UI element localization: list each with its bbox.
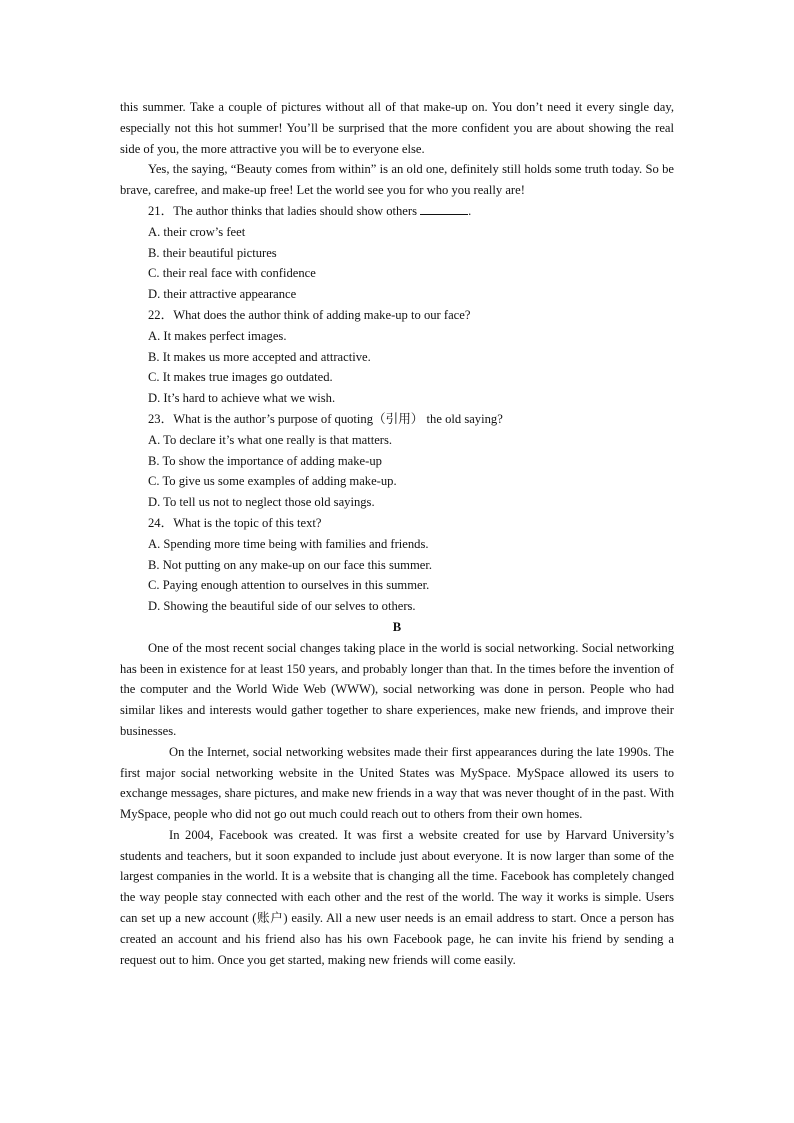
option-c: C. their real face with confidence bbox=[148, 266, 316, 281]
option-c: C. It makes true images go outdated. bbox=[148, 370, 333, 385]
passage-a-paragraph: this summer. Take a couple of pictures without all of that make-up on. You don’t need it every single day, especially not this hot summer! You’ll be surprised that the more confident you are about showing the real side of you, the more attractive you will be to everyone else. bbox=[120, 100, 674, 156]
question-number: 23． bbox=[148, 411, 174, 426]
question-24 bbox=[120, 513, 674, 617]
question-stem bbox=[120, 513, 674, 534]
question-number: 22． bbox=[148, 307, 174, 322]
option-a: A. their crow’s feet bbox=[148, 224, 246, 239]
question-21 bbox=[120, 201, 674, 305]
option-a: A. It makes perfect images. bbox=[148, 328, 287, 343]
answer-blank bbox=[420, 202, 468, 215]
question-22 bbox=[120, 305, 674, 409]
question-text: What is the topic of this text? bbox=[173, 515, 322, 530]
option-b: B. It makes us more accepted and attractive. bbox=[148, 349, 371, 364]
option-b: B. To show the importance of adding make-up bbox=[148, 453, 382, 468]
question-number: 21． bbox=[148, 203, 174, 218]
question-stem bbox=[120, 409, 674, 430]
question-number: 24． bbox=[148, 515, 174, 530]
document-page bbox=[120, 97, 674, 970]
option-a: A. Spending more time being with families and friends. bbox=[148, 536, 429, 551]
passage-b-paragraph: On the Internet, social networking websites made their first appearances during the late 1990s. The first major social networking website in the United States was MySpace. MySpace allowed its users to exchange messages, share pictures, and make new friends in a way that was never thought of in the past. With MySpace, people who did not go out much could reach out to others from their own homes. bbox=[120, 744, 674, 822]
option-d: D. Showing the beautiful side of our selves to others. bbox=[148, 599, 416, 614]
question-text: The author thinks that ladies should show others bbox=[173, 203, 417, 218]
passage-b-paragraph: One of the most recent social changes taking place in the world is social networking. Social networking has been in existence for at least 150 years, and probably longer than that. In the times before the invention of the computer and the World Wide Web (WWW), social networking was done in person. People who had similar likes and interests would gather together to share experiences, make new friends, and improve their businesses. bbox=[120, 640, 674, 738]
passage-b-paragraph: In 2004, Facebook was created. It was first a website created for use by Harvard University’s students and teachers, but it soon expanded to include just about everyone. It is now larger than some of the largest companies in the world. It is a website that is changing all the time. Facebook has completely changed the way people stay connected with each other and the rest of the world. The way it works is simple. Users can set up a new account (账户) easily. All a new user needs is an email address to start. Once a person has created an account and his friend also has his own Facebook page, he can invite his friend by sending a request out to him. Once you get started, making new friends will come easily. bbox=[120, 827, 674, 967]
section-b-title: B bbox=[392, 619, 402, 634]
option-d: D. It’s hard to achieve what we wish. bbox=[148, 391, 336, 406]
option-d: D. their attractive appearance bbox=[148, 287, 297, 302]
passage-a-paragraph: Yes, the saying, “Beauty comes from within” is an old one, definitely still holds some truth today. So be brave, carefree, and make-up free! Let the world see you for who you really are! bbox=[120, 162, 674, 198]
question-text: What does the author think of adding make-up to our face? bbox=[173, 307, 471, 322]
question-stem bbox=[120, 201, 674, 222]
option-c: C. Paying enough attention to ourselves in this summer. bbox=[148, 578, 430, 593]
question-23 bbox=[120, 409, 674, 513]
option-d: D. To tell us not to neglect those old sayings. bbox=[148, 495, 375, 510]
question-stem bbox=[120, 305, 674, 326]
option-b: B. their beautiful pictures bbox=[148, 245, 277, 260]
option-b: B. Not putting on any make-up on our face this summer. bbox=[148, 557, 433, 572]
question-punct: . bbox=[468, 203, 472, 218]
question-text: What is the author’s purpose of quoting（引用） the old saying? bbox=[173, 411, 503, 426]
option-c: C. To give us some examples of adding make-up. bbox=[148, 474, 397, 489]
option-a: A. To declare it’s what one really is that matters. bbox=[148, 432, 393, 447]
